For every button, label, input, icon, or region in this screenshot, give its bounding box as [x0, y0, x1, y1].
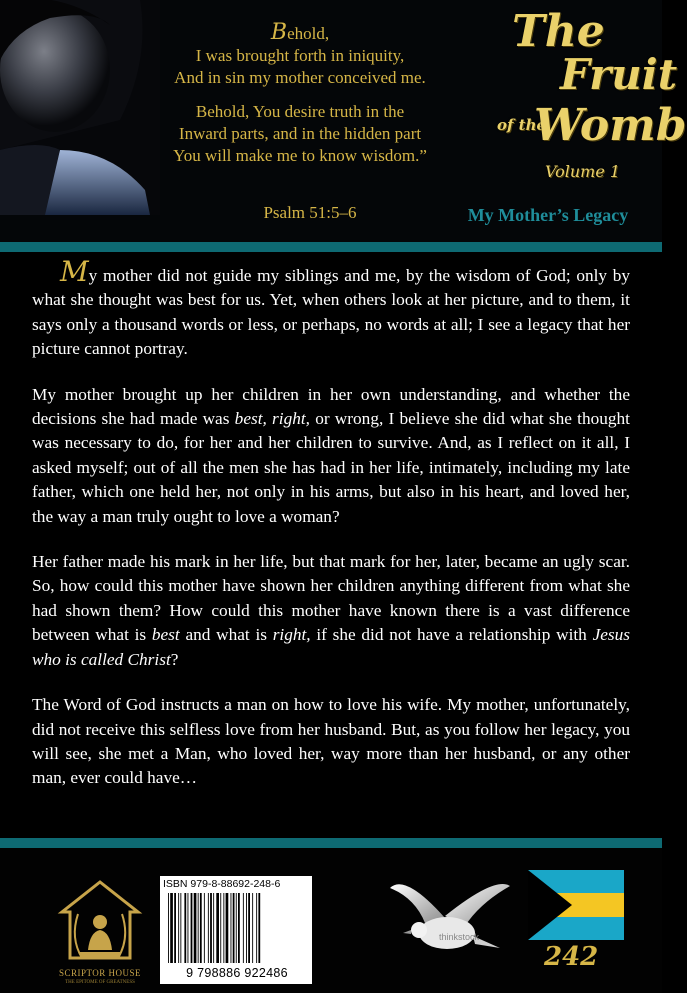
verse-line-3: And in sin my mother conceived me. — [174, 68, 426, 87]
verse-line-1 — [270, 20, 330, 45]
barcode-bar — [236, 893, 237, 963]
author-photo — [0, 0, 160, 215]
verse-line-5: Inward parts, and in the hidden part — [178, 124, 422, 143]
barcode-bar — [208, 893, 209, 963]
barcode-bar — [226, 893, 229, 963]
teal-divider-bottom — [0, 838, 662, 848]
paragraph-1 — [32, 255, 630, 362]
p3-italic-jesus: Jesus who is called Christ — [32, 625, 630, 669]
barcode-bar — [246, 893, 247, 963]
publisher-tagline: THE EPITOME OF GREATNESS — [65, 980, 135, 985]
title-the: The — [512, 6, 605, 57]
verse-first-letter: B — [270, 20, 288, 45]
barcode-bar — [252, 893, 253, 963]
barcode-bar — [213, 893, 214, 963]
barcode-bar — [220, 893, 221, 963]
barcode-bar — [180, 893, 181, 963]
p3-italic-best: best — [151, 625, 180, 645]
paragraph-2 — [32, 383, 630, 529]
barcode-bar — [178, 893, 179, 963]
barcode-bar — [238, 893, 240, 963]
p2-italic: best, right, — [234, 409, 310, 429]
title-volume: Volume 1 — [545, 162, 621, 181]
p3-text-e: if she did not have a relationship with — [310, 625, 593, 645]
p3-text-a: Her father made his mark in her life, but that mark for her, later, became an ugly scar. So, how could this mother have shown her children anything different from what she had shown them? How could this mother have known there is a vast difference between what is — [32, 552, 630, 645]
barcode-bar — [170, 893, 173, 963]
barcode-bar — [200, 893, 202, 963]
barcode-bar — [204, 893, 205, 963]
barcode-bar — [198, 893, 199, 963]
isbn-label: ISBN 979-8-88692-248-6 — [163, 878, 281, 890]
teal-divider-top — [0, 242, 662, 252]
barcode-bar — [194, 893, 197, 963]
barcode-bars — [166, 893, 306, 963]
paragraph-4: The Word of God instructs a man on how to love his wife. My mother, unfortunately, did not receive this selfless love from her husband. But, as you follow her legacy, you will see, she met a Man, who loved her, way more than her husband, or any other man, ever could have… — [32, 695, 630, 788]
dove-watermark: thinkstock — [439, 932, 480, 942]
top-section — [0, 0, 687, 242]
p2-text-a: My mother brought up her children in her own understanding, and whether the decisions she had made was — [32, 384, 630, 429]
barcode-bar — [216, 893, 219, 963]
barcode-bar — [243, 893, 244, 963]
barcode-bar — [174, 893, 176, 963]
p3-italic-right: right, — [272, 625, 311, 645]
p3-text-c: and what is — [179, 625, 273, 645]
verse-line-6: You will make me to know wisdom.” — [173, 146, 427, 165]
barcode-bar — [248, 893, 250, 963]
barcode-bar — [223, 893, 224, 963]
publisher-name: SCRIPTOR HOUSE — [58, 968, 142, 978]
barcode-bar — [231, 893, 232, 963]
barcode-bar — [184, 893, 186, 963]
verse-line-4: Behold, You desire truth in the — [195, 102, 405, 121]
barcode-bar — [191, 893, 193, 963]
title-fruit: Fruit — [560, 50, 678, 99]
barcode-bar — [168, 893, 169, 963]
barcode-bar — [233, 893, 235, 963]
p3-text-g: ? — [170, 649, 179, 669]
subtitle: My Mother’s Legacy — [467, 205, 629, 225]
verse-line-2: I was brought forth in iniquity, — [195, 46, 405, 65]
bahamas-flag-icon — [528, 870, 624, 940]
paragraph-3 — [32, 550, 630, 672]
p2-text-c: or wrong, I believe she did what she thought was necessary to do, for her and her children to survive. And, as I reflect on it all, I asked myself; out of all the men she has had in her life, intimately, including my late father, which one held her, not only in his arms, but also in his heart, and loved her, the way a man truly ought to love a woman? — [32, 409, 630, 526]
barcode-bar — [258, 893, 260, 963]
paragraph-1-text: y mother did not guide my siblings and me, by the wisdom of God; only by what she thought was best for us. Yet, when others look at her picture, and to them, it says only a thousand words or less, or perhaps, no words at all; I see a legacy that her picture cannot portray. — [32, 266, 630, 359]
area-code: 242 — [544, 942, 599, 972]
psalm-verse — [150, 22, 450, 167]
title-womb: Womb — [534, 100, 687, 151]
verse-line-1-rest: ehold, — [287, 24, 330, 43]
barcode-bar — [210, 893, 212, 963]
back-cover-text — [32, 255, 630, 812]
title-of-the: of the — [497, 116, 547, 134]
drop-cap: M — [60, 255, 89, 288]
barcode-bar — [188, 893, 189, 963]
psalm-reference: Psalm 51:5–6 — [263, 203, 357, 222]
dove-icon — [385, 878, 515, 978]
barcode-number: 9 798886 922486 — [186, 966, 288, 980]
barcode-bar — [256, 893, 257, 963]
